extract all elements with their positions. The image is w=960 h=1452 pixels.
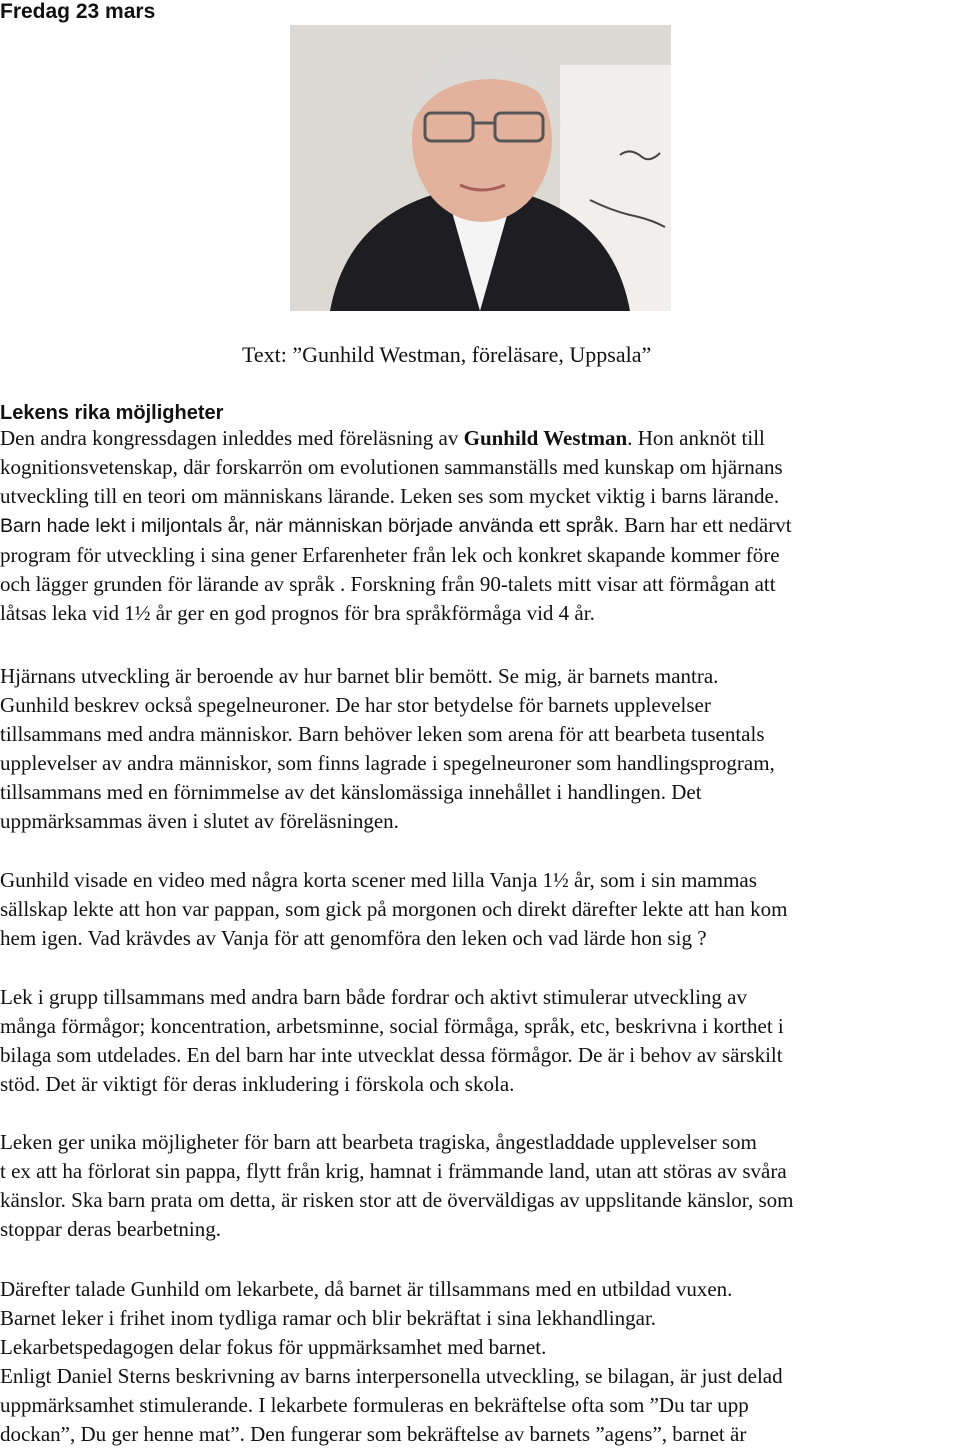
paragraph-6-line-6: dockan”, Du ger henne mat”. Den fungerar som bekräftelse av barnets ”agens”, barnet är <box>0 1422 747 1446</box>
page-date: Fredag 23 mars <box>0 0 156 23</box>
photo-caption: Text: ”Gunhild Westman, föreläsare, Uppsala” <box>242 342 652 367</box>
paragraph-1-line-6: och lägger grunden för lärande av språk . Forskning från 90-talets mitt visar att förmågan att <box>0 572 776 596</box>
article-heading: Lekens rika möjligheter <box>0 402 224 424</box>
paragraph-3-line-2: sällskap lekte att hon var pappan, som gick på morgonen och direkt därefter lekte att han kom <box>0 897 788 921</box>
paragraph-2 <box>0 662 960 836</box>
paragraph-1-line-7: låtsas leka vid 1½ år ger en god prognos för bra språkförmåga vid 4 år. <box>0 601 595 625</box>
portrait-photo <box>290 25 671 311</box>
paragraph-1-line-2: kognitionsvetenskap, där forskarrön om evolutionen sammanställs med kunskap om hjärnans <box>0 455 783 479</box>
paragraph-5-line-1: Leken ger unika möjligheter för barn att bearbeta tragiska, ångestladdade upplevelser som <box>0 1130 757 1154</box>
portrait-image <box>290 25 671 311</box>
paragraph-6-line-1: Därefter talade Gunhild om lekarbete, då barnet är tillsammans med en utbildad vuxen. <box>0 1277 733 1301</box>
paragraph-5 <box>0 1128 960 1244</box>
paragraph-6-line-5: uppmärksamhet stimulerande. I lekarbete formuleras en bekräftelse ofta som ”Du tar upp <box>0 1393 749 1417</box>
paragraph-2-line-3: tillsammans med andra människor. Barn behöver leken som arena för att bearbeta tusentals <box>0 722 765 746</box>
paragraph-4 <box>0 983 960 1099</box>
paragraph-3-line-1: Gunhild visade en video med några korta scener med lilla Vanja 1½ år, som i sin mammas <box>0 868 757 892</box>
paragraph-3-line-3: hem igen. Vad krävdes av Vanja för att genomföra den leken och vad lärde hon sig ? <box>0 926 707 950</box>
paragraph-1-line-1: Den andra kongressdagen inleddes med föreläsning av Gunhild Westman. Hon anknöt till <box>0 426 765 450</box>
paragraph-5-line-4: stoppar deras bearbetning. <box>0 1217 222 1241</box>
paragraph-2-line-1: Hjärnans utveckling är beroende av hur barnet blir bemött. Se mig, är barnets mantra. <box>0 664 719 688</box>
paragraph-1-line-4: Barn hade lekt i miljontals år, när människan började använda ett språk. Barn har ett nedärvt <box>0 513 792 537</box>
paragraph-2-line-5: tillsammans med en förnimmelse av det känslomässiga innehållet i handlingen. Det <box>0 780 702 804</box>
paragraph-6 <box>0 1275 960 1449</box>
paragraph-4-line-4: stöd. Det är viktigt för deras inkludering i förskola och skola. <box>0 1072 515 1096</box>
paragraph-2-line-2: Gunhild beskrev också spegelneuroner. De har stor betydelse för barnets upplevelser <box>0 693 711 717</box>
paragraph-6-line-2: Barnet leker i frihet inom tydliga ramar och blir bekräftat i sina lekhandlingar. <box>0 1306 657 1330</box>
paragraph-6-line-3: Lekarbetspedagogen delar fokus för uppmärksamhet med barnet. <box>0 1335 547 1359</box>
paragraph-5-line-2: t ex att ha förlorat sin pappa, flytt från krig, hamnat i främmande land, utan att störas av svåra <box>0 1159 787 1183</box>
paragraph-1-line-5: program för utveckling i sina gener Erfarenheter från lek och konkret skapande kommer före <box>0 543 780 567</box>
paragraph-2-line-4: upplevelser av andra människor, som finns lagrade i spegelneuroner som handlingsprogram, <box>0 751 775 775</box>
paragraph-5-line-3: känslor. Ska barn prata om detta, är risken stor att de överväldigas av uppslitande känslor, som <box>0 1188 794 1212</box>
paragraph-1-line-3: utveckling till en teori om människans lärande. Leken ses som mycket viktig i barns lärande. <box>0 484 780 508</box>
paragraph-4-line-3: bilaga som utdelades. En del barn har inte utvecklat dessa förmågor. De är i behov av särskilt <box>0 1043 783 1067</box>
paragraph-1 <box>0 424 960 628</box>
paragraph-4-line-1: Lek i grupp tillsammans med andra barn både fordrar och aktivt stimulerar utveckling av <box>0 985 748 1009</box>
paragraph-4-line-2: många förmågor; koncentration, arbetsminne, social förmåga, språk, etc, beskrivna i korthet i <box>0 1014 784 1038</box>
paragraph-3 <box>0 866 960 953</box>
paragraph-6-line-4: Enligt Daniel Sterns beskrivning av barns interpersonella utveckling, se bilagan, är just delad <box>0 1364 783 1388</box>
paragraph-2-line-6: uppmärksammas även i slutet av föreläsningen. <box>0 809 399 833</box>
